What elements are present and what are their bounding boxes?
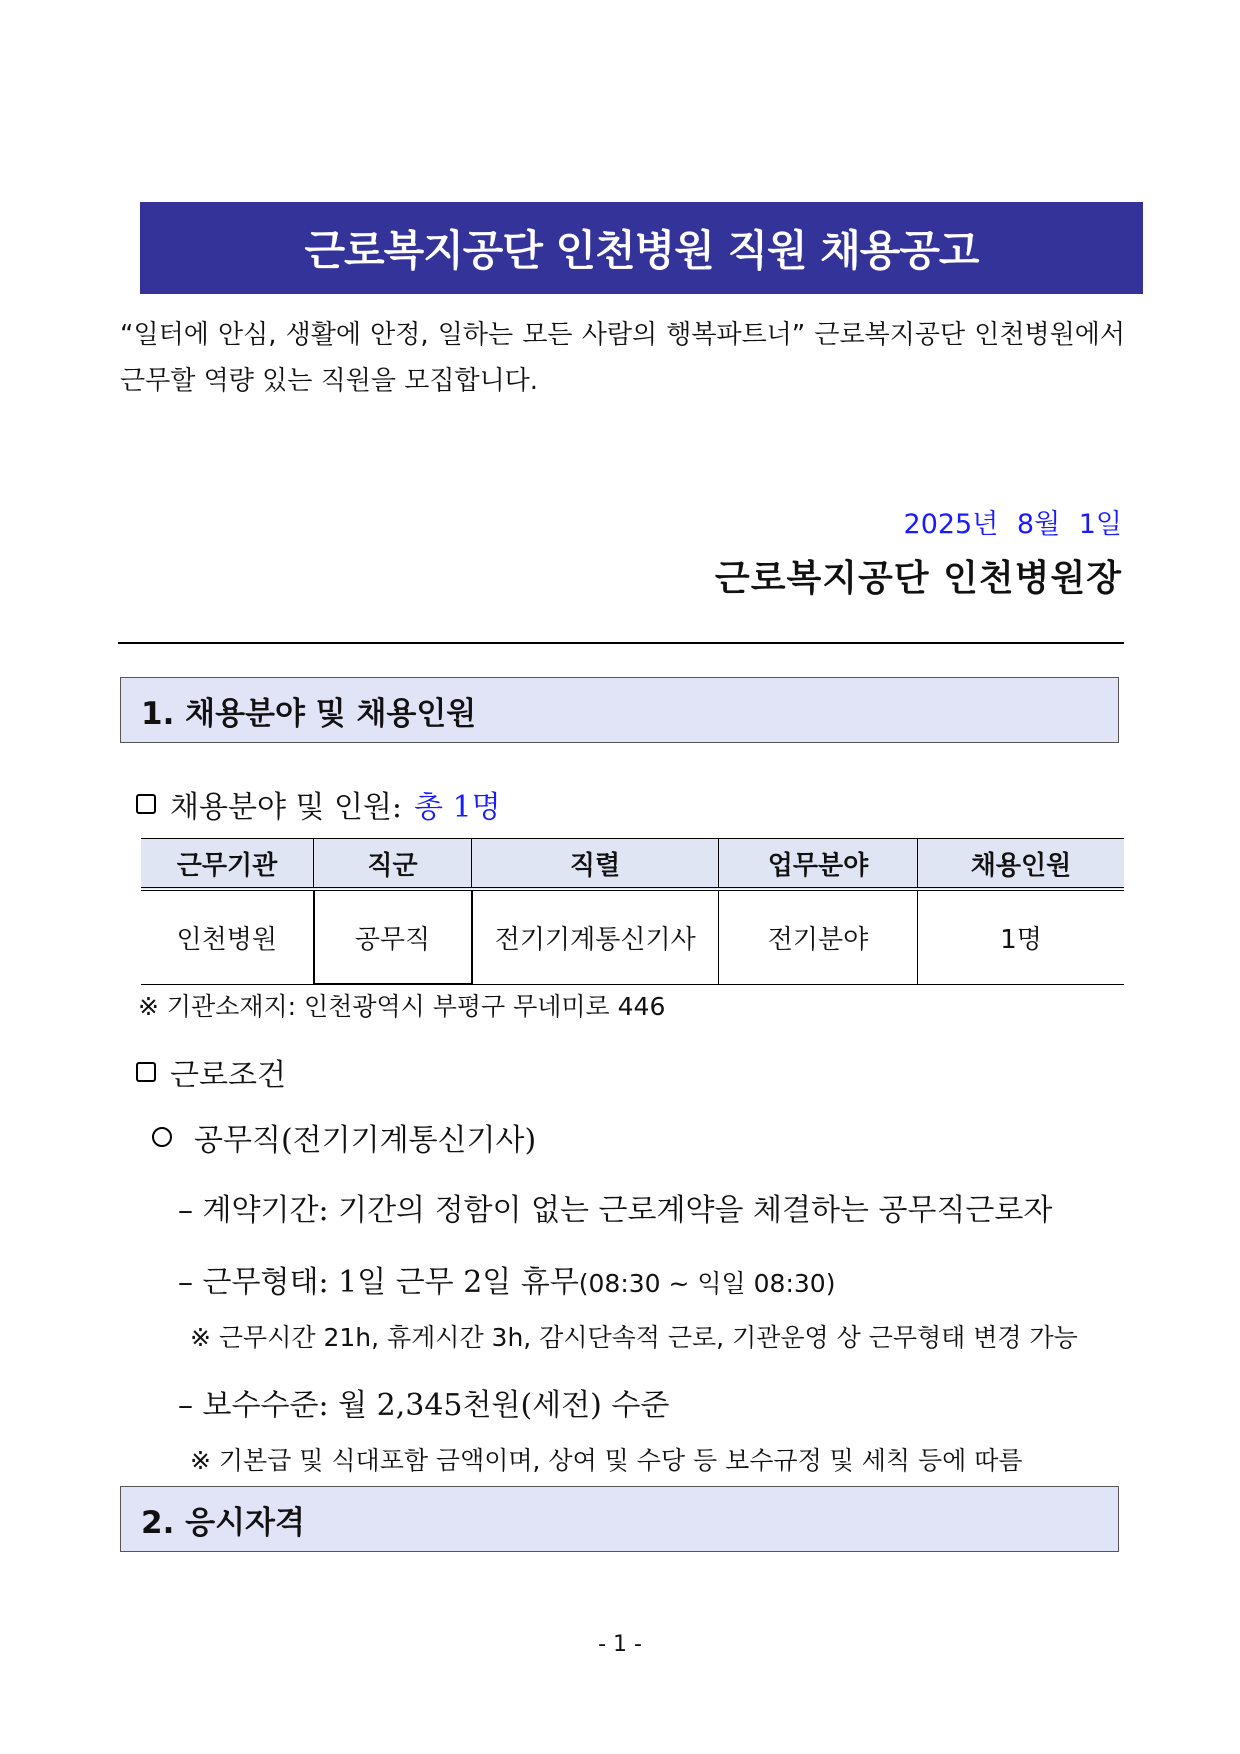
section-1-heading: 1. 채용분야 및 채용인원 (120, 677, 1119, 743)
document-title: 근로복지공단 인천병원 직원 채용공고 (140, 202, 1143, 294)
header-job-group: 직군 (314, 839, 472, 890)
job-title: 공무직(전기기계통신기사) (194, 1123, 537, 1158)
circle-bullet-icon (152, 1127, 172, 1147)
signer-name: 근로복지공단 인천병원장 (714, 558, 1122, 599)
recruit-summary (136, 782, 501, 826)
intro-text: “일터에 안심, 생활에 안정, 일하는 모든 사람의 행복파트너” 근로복지공단 인천병원에서 근무할 역량 있는 직원을 모집합니다. (120, 320, 1125, 396)
announcement-date: 2025년 8월 1일 (903, 509, 1122, 540)
header-institution: 근무기관 (141, 839, 314, 890)
recruit-label: 채용분야 및 인원: (170, 790, 403, 825)
cell-job-group: 공무직 (314, 889, 472, 984)
pay-note: ※ 기본급 및 식대포함 금액이며, 상여 및 수당 등 보수규정 및 세칙 등에 따름 (190, 1446, 1023, 1475)
contract-term: – 계약기간: 기간의 정함이 없는 근로계약을 체결하는 공무직근로자 (178, 1193, 1053, 1228)
header-work-field: 업무분야 (719, 839, 918, 890)
section-2-heading: 2. 응시자격 (120, 1486, 1119, 1552)
cell-work-field: 전기분야 (719, 889, 918, 984)
cell-headcount: 1명 (918, 889, 1125, 984)
pay-level: – 보수수준: 월 2,345천원(세전) 수준 (178, 1388, 670, 1423)
recruit-table (141, 838, 1124, 985)
conditions-label: 근로조건 (170, 1058, 286, 1093)
header-job-series: 직렬 (472, 839, 719, 890)
work-type-hours: (08:30 ~ 익일 08:30) (578, 1269, 836, 1298)
recruit-total: 총 1명 (414, 790, 501, 825)
job-title-item (152, 1115, 536, 1159)
header-headcount: 채용인원 (918, 839, 1125, 890)
work-type (178, 1257, 835, 1301)
page-number: - 1 - (598, 1632, 642, 1657)
table-row (141, 889, 1124, 984)
cell-institution: 인천병원 (141, 889, 314, 984)
conditions-heading (136, 1050, 286, 1094)
location-note: ※ 기관소재지: 인천광역시 부평구 무네미로 446 (138, 992, 666, 1021)
table-header-row (141, 839, 1124, 890)
checkbox-icon (136, 1062, 156, 1082)
divider-line (118, 642, 1124, 644)
checkbox-icon (136, 794, 156, 814)
cell-job-series: 전기기계통신기사 (472, 889, 719, 984)
work-type-note: ※ 근무시간 21h, 휴게시간 3h, 감시단속적 근로, 기관운영 상 근무형태 변경 가능 (190, 1323, 1078, 1352)
work-type-main: – 근무형태: 1일 근무 2일 휴무 (178, 1265, 579, 1300)
